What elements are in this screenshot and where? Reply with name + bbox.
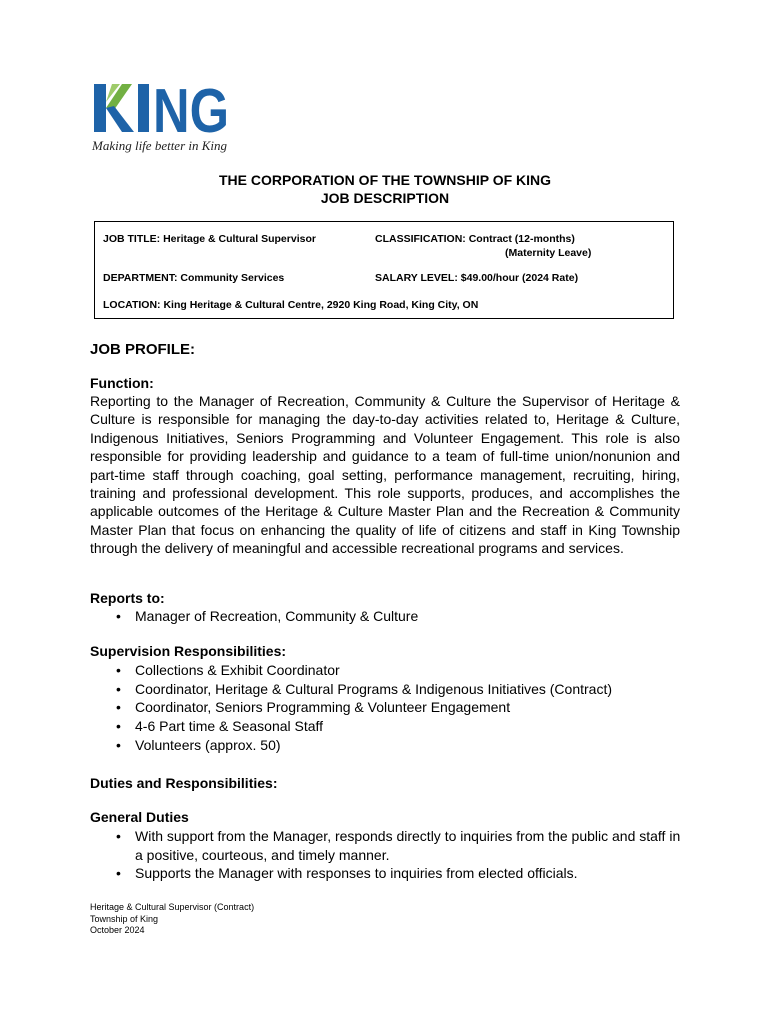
reports-to-list bbox=[90, 607, 690, 626]
supervision-list bbox=[90, 661, 690, 755]
svg-text:NG: NG bbox=[153, 77, 229, 146]
classification: CLASSIFICATION: Contract (12-months) bbox=[375, 233, 575, 245]
department: DEPARTMENT: Community Services bbox=[103, 272, 285, 284]
list-item: • Manager of Recreation, Community & Culture bbox=[90, 607, 690, 626]
duties-heading: Duties and Responsibilities: bbox=[90, 775, 278, 791]
list-item: • Coordinator, Seniors Programming & Volunteer Engagement bbox=[90, 698, 690, 717]
reports-to-heading: Reports to: bbox=[90, 590, 165, 606]
general-duties-heading: General Duties bbox=[90, 809, 189, 825]
document-title: JOB DESCRIPTION bbox=[320, 190, 450, 206]
function-heading: Function: bbox=[90, 375, 154, 391]
list-item: • With support from the Manager, responds directly to inquiries from the public and staff in a positive, courteous, and timely manner. bbox=[90, 827, 690, 864]
job-title: JOB TITLE: Heritage & Cultural Supervisor bbox=[103, 233, 316, 245]
page-footer bbox=[90, 902, 254, 937]
general-duties-list bbox=[90, 827, 690, 883]
job-info-box bbox=[94, 221, 674, 319]
footer-doc-title: Heritage & Cultural Supervisor (Contract) bbox=[90, 902, 255, 912]
footer-organization: Township of King bbox=[90, 913, 159, 924]
salary-level: SALARY LEVEL: $49.00/hour (2024 Rate) bbox=[375, 272, 579, 284]
classification-note: (Maternity Leave) bbox=[505, 247, 592, 259]
function-paragraph: Reporting to the Manager of Recreation, Community & Culture the Supervisor of Heritage & Culture is responsible for managing the day-to-day activities related to, Heritage & Culture, Indigenous Initiatives, Seniors Programming and Volunteer Engagement. This role is also responsible for providing leadership and guidance to a team of full-time union/nonunion and part-time staff through coaching, goal setting, performance management, recruiting, hiring, training and professional development. This role supports, produces, and accomplishes the applicable outcomes of the Heritage & Culture Master Plan and the Recreation & Community Master Plan that focus on enhancing the quality of life of citizens and staff in King Township through the delivery of meaningful and accessible recreational programs and services. bbox=[90, 393, 680, 557]
logo-tagline: Making life better in King bbox=[92, 138, 228, 153]
list-item: • Volunteers (approx. 50) bbox=[90, 736, 690, 755]
supervision-heading: Supervision Responsibilities: bbox=[90, 643, 287, 659]
job-profile-heading: JOB PROFILE: bbox=[90, 341, 196, 358]
list-item: • Collections & Exhibit Coordinator bbox=[90, 661, 690, 680]
footer-date: October 2024 bbox=[90, 925, 145, 935]
corporation-title: THE CORPORATION OF THE TOWNSHIP OF KING bbox=[218, 172, 552, 188]
list-item: • Supports the Manager with responses to inquiries from elected officials. bbox=[90, 864, 690, 883]
location: LOCATION: King Heritage & Cultural Centre, 2920 King Road, King City, ON bbox=[103, 299, 479, 311]
list-item: • Coordinator, Heritage & Cultural Programs & Indigenous Initiatives (Contract) bbox=[90, 680, 690, 699]
list-item: • 4-6 Part time & Seasonal Staff bbox=[90, 717, 690, 736]
